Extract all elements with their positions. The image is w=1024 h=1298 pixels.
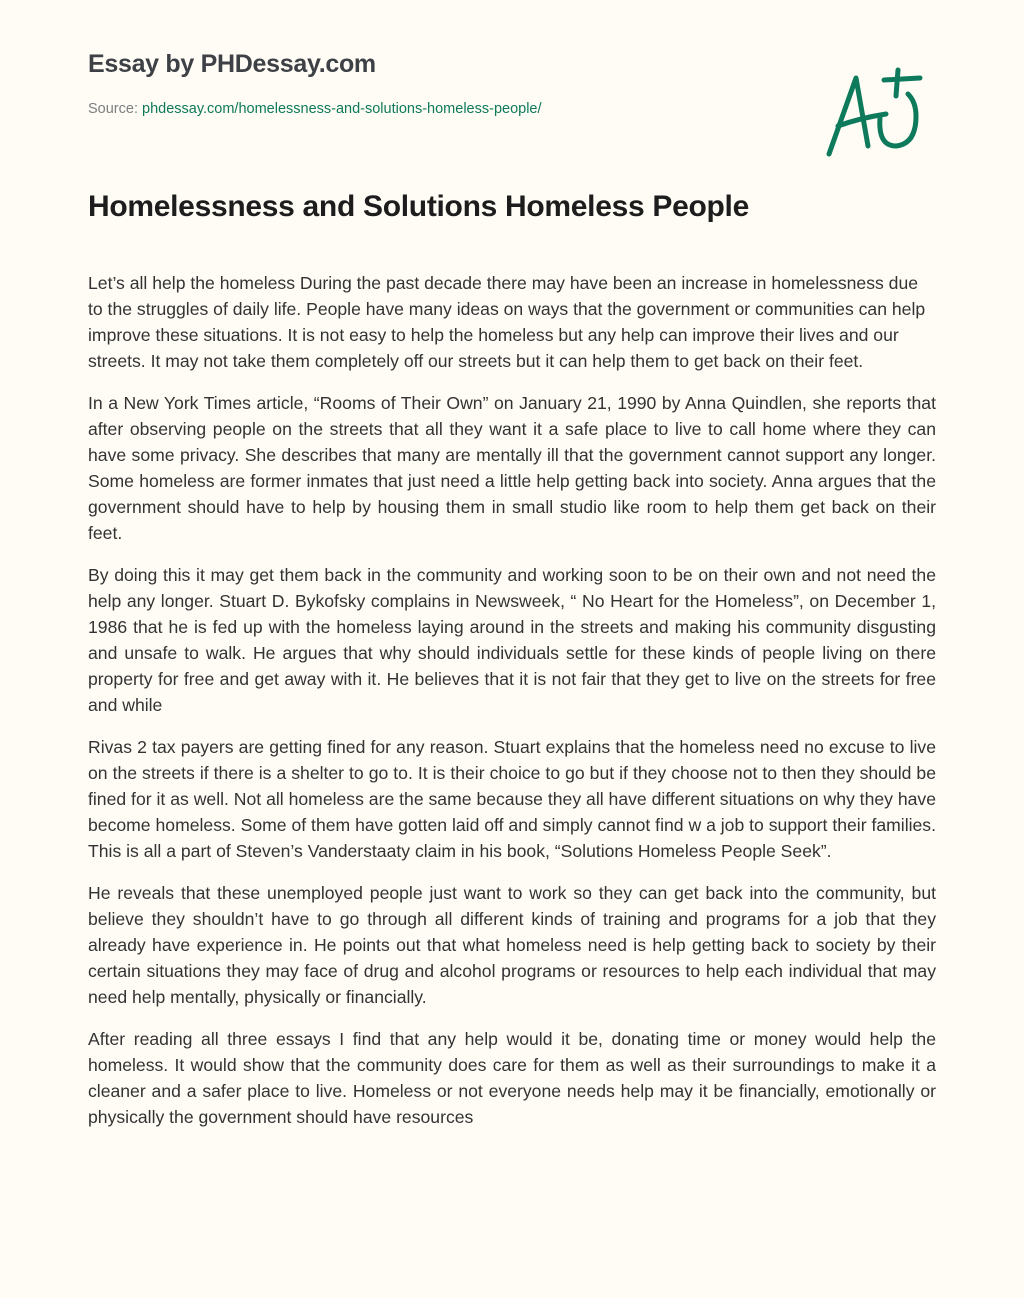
paragraph: Rivas 2 tax payers are getting fined for any reason. Stuart explains that the homeless need no excuse to live on the streets if there is a shelter to go to. It is their choice to go but if they choose not to then they should be fined for it as well. Not all homeless are the same because they all have different situations on why they have become homeless. Some of them have gotten laid off and simply cannot find w a job to support their families. This is all a part of Steven’s Vanderstaaty claim in his book, “Solutions Homeless People Seek”. [88,737,936,861]
essay-title: Homelessness and Solutions Homeless People [88,190,749,223]
paragraph: By doing this it may get them back in the community and working soon to be on their own and not need the help any longer. Stuart D. Bykofsky complains in Newsweek, “ No Heart for the Homeless”, on December 1, 1986 that he is fed up with the homeless laying around in the streets and making his community disgusting and unsafe to walk. He argues that why should individuals settle for these kinds of people living on there property for free and get away with it. He believes that it is not fair that they get to live on the streets for free and while [88,565,936,715]
source-link[interactable]: phdessay.com/homelessness-and-solutions-homeless-people/ [142,101,542,117]
paragraph: After reading all three essays I find that any help would it be, donating time or money would help the homeless. It would show that the community does care for them as well as their surroundings to make it a cleaner and a safer place to live. Homeless or not everyone needs help may it be financially, emotionally or physically the government should have resources [88,1029,936,1127]
source-line [88,101,542,117]
paragraph: Let’s all help the homeless During the past decade there may have been an increase in homelessness due to the struggles of daily life. People have many ideas on ways that the government or communities can help improve these situations. It is not easy to help the homeless but any help can improve their lives and our streets. It may not take them completely off our streets but it can help them to get back on their feet. [88,273,926,371]
source-label: Source: [88,101,138,117]
site-brand: Essay by PHDessay.com [88,50,376,78]
essay-body [88,270,936,1146]
a-plus-logo-icon [820,66,930,162]
paragraph: In a New York Times article, “Rooms of Their Own” on January 21, 1990 by Anna Quindlen, she reports that after observing people on the streets that all they want it a safe place to live to call home where they can have some privacy. She describes that many are mentally ill that the government cannot support any longer. Some homeless are former inmates that just need a little help getting back into society. Anna argues that the government should have to help by housing them in small studio like room to help them get back on their feet. [88,393,936,543]
paragraph: He reveals that these unemployed people just want to work so they can get back into the community, but believe they shouldn’t have to go through all different kinds of training and programs for a job that they already have experience in. He points out that what homeless need is help getting back to society by their certain situations they may face of drug and alcohol programs or resources to help each individual that may need help mentally, physically or financially. [88,883,936,1007]
